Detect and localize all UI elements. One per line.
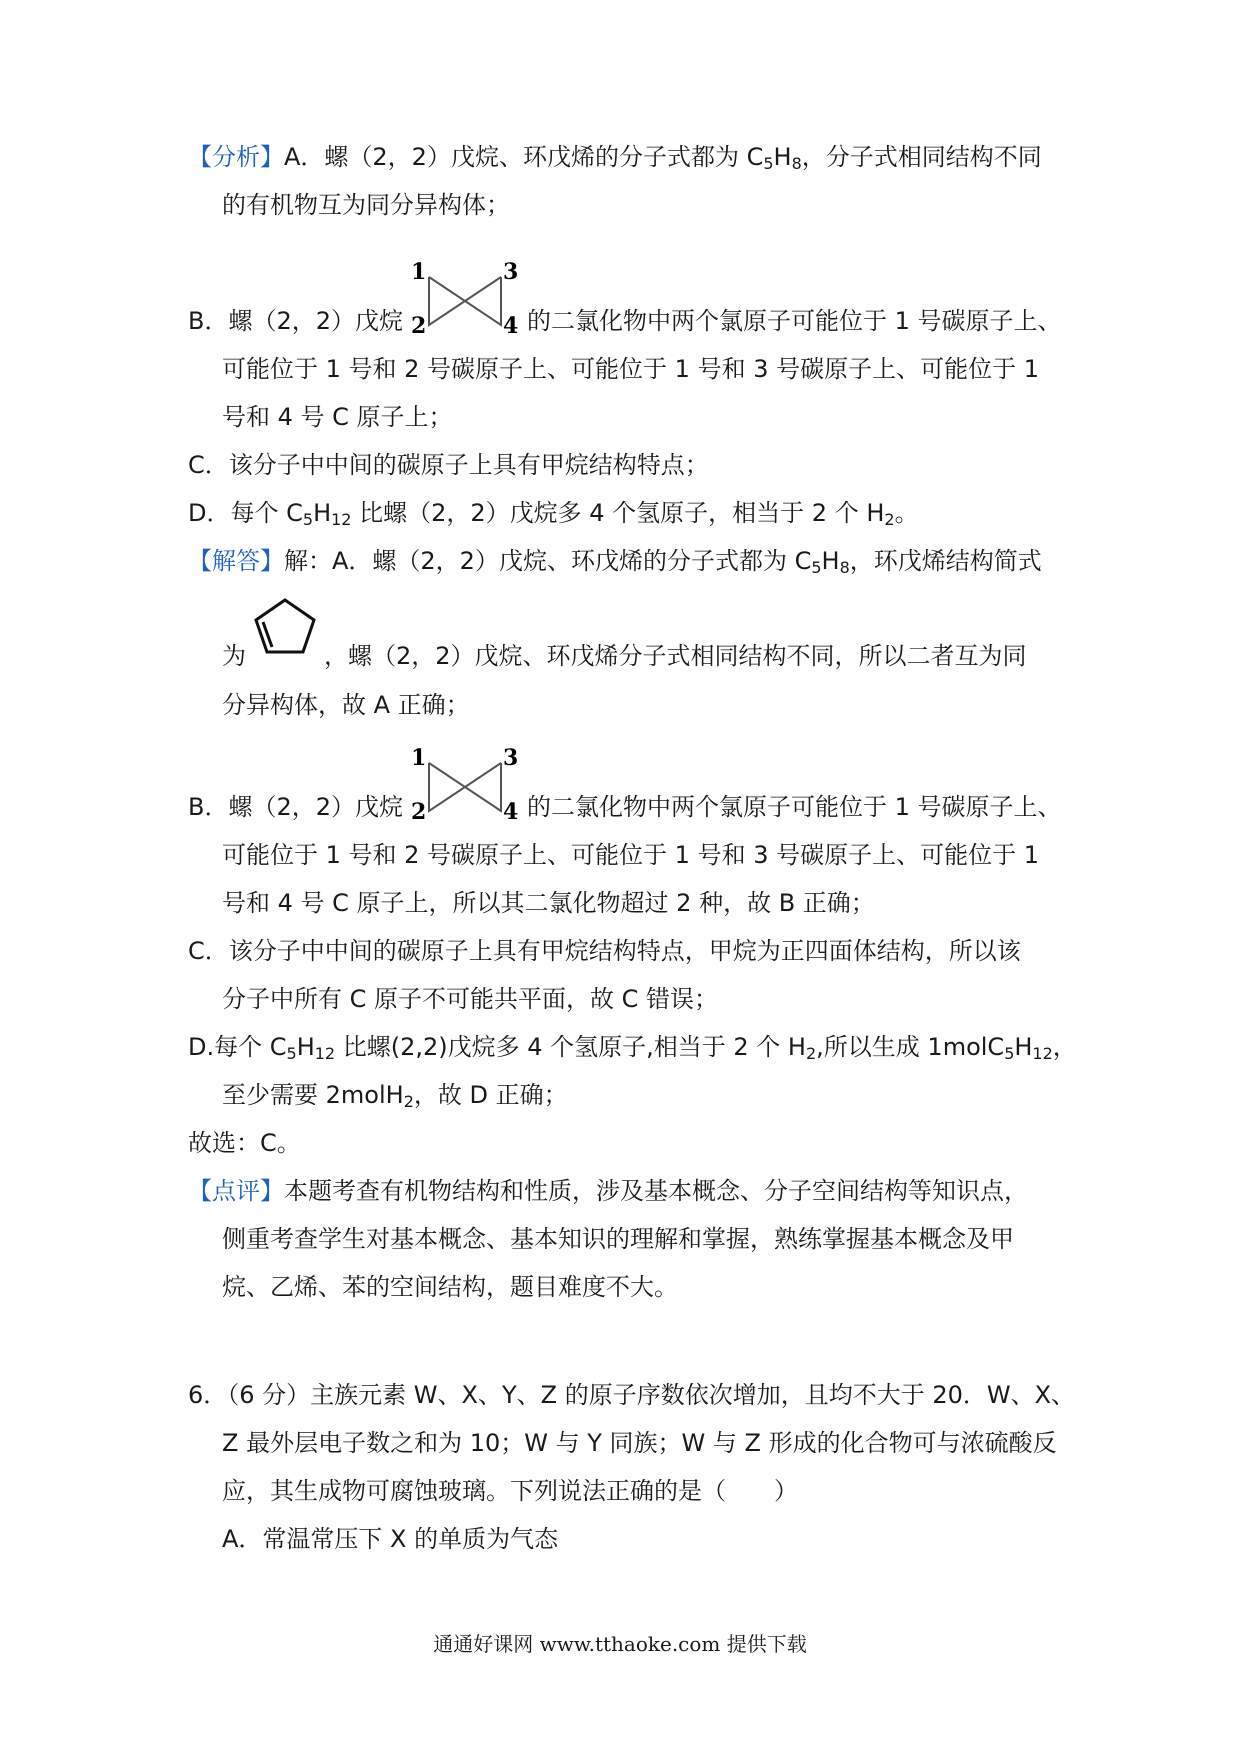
- page-footer: 通通好课网 www.tthaoke.com 提供下载: [433, 1632, 807, 1656]
- spiro-label-3: 3: [503, 745, 519, 771]
- analysis-tag: 【分析】: [188, 143, 284, 171]
- answer-line-d2: 至少需要 2molH$_2$，故 D 正确；: [222, 1081, 568, 1111]
- answer-line-b2: 可能位于 1 号和 2 号碳原子上、可能位于 1 号和 3 号碳原子上、可能位于 1: [222, 841, 1040, 869]
- spiro-label-4: 4: [503, 313, 519, 339]
- answer-line-c1: C．该分子中中间的碳原子上具有甲烷结构特点，甲烷为正四面体结构，所以该: [188, 937, 1021, 965]
- answer-line-3: 分异构体，故 A 正确；: [222, 691, 470, 719]
- analysis-line-2: 的有机物互为同分异构体；: [222, 191, 510, 219]
- answer-line-b: B．螺（2，2）戊烷 1 2 3 4 的二氯化物中两个氯原子可能位于 1 号碳原子上、: [188, 790, 1062, 827]
- spiro-label-1: 1: [411, 259, 427, 285]
- review-line-1: 【点评】本题考查有机物结构和性质，涉及基本概念、分子空间结构等知识点，: [188, 1177, 1028, 1205]
- spiropentane-structure-icon: [405, 739, 525, 827]
- analysis-line-b3: 号和 4 号 C 原子上；: [222, 403, 453, 431]
- spiro-label-4: 4: [503, 799, 519, 825]
- answer-line-b3: 号和 4 号 C 原子上，所以其二氯化物超过 2 种，故 B 正确；: [222, 889, 875, 917]
- spiro-label-2: 2: [411, 313, 427, 339]
- spiro-label-1: 1: [411, 745, 427, 771]
- answer-choice: 故选：C。: [188, 1129, 301, 1157]
- analysis-line-b: B．螺（2，2）戊烷 1 2 3 4 的二氯化物中两个氯原子可能位于 1 号碳原子上、: [188, 304, 1062, 341]
- answer-line-c2: 分子中所有 C 原子不可能共平面，故 C 错误；: [222, 985, 719, 1013]
- review-line-3: 烷、乙烯、苯的空间结构，题目难度不大。: [222, 1273, 678, 1301]
- cyclopentene-structure-icon: [250, 596, 320, 658]
- analysis-line-1: 【分析】A．螺（2，2）戊烷、环戊烯的分子式都为 $C_5H_8$，分子式相同结构不同: [188, 143, 1042, 173]
- question6-option-a: A．常温常压下 X 的单质为气态: [222, 1525, 559, 1553]
- analysis-line-d: D．每个 $C_5H_{12}$ 比螺（2，2）戊烷多 4 个氢原子，相当于 2 个 $H_2$。: [188, 499, 919, 529]
- review-tag: 【点评】: [188, 1177, 284, 1205]
- analysis-line-b2: 可能位于 1 号和 2 号碳原子上、可能位于 1 号和 3 号碳原子上、可能位于 1: [222, 355, 1040, 383]
- answer-line-1: 【解答】解：A．螺（2，2）戊烷、环戊烯的分子式都为 $C_5H_8$，环戊烯结构简式: [188, 547, 1042, 577]
- spiro-label-3: 3: [503, 259, 519, 285]
- analysis-line-c: C．该分子中中间的碳原子上具有甲烷结构特点；: [188, 451, 709, 479]
- answer-line-d1: D.每个 $C_5H_{12}$ 比螺(2,2)戊烷多 4 个氢原子,相当于 2 个 $H_2$,所以生成 $1molC_5H_{12}$，: [188, 1033, 1077, 1063]
- answer-tag: 【解答】: [188, 547, 284, 575]
- question6-line-3: 应，其生成物可腐蚀玻璃。下列说法正确的是（ ）: [222, 1477, 798, 1505]
- answer-line-2: 为 ，螺（2，2）戊烷、环戊烯分子式相同结构不同，所以二者互为同: [222, 636, 1027, 673]
- question6-line-1: 6．（6 分）主族元素 W、X、Y、Z 的原子序数依次增加，且均不大于 20．W、X、: [188, 1381, 1076, 1409]
- question6-line-2: Z 最外层电子数之和为 10；W 与 Y 同族；W 与 Z 形成的化合物可与浓硫酸反: [222, 1429, 1057, 1457]
- review-line-2: 侧重考查学生对基本概念、基本知识的理解和掌握，熟练掌握基本概念及甲: [222, 1225, 1014, 1253]
- spiro-label-2: 2: [411, 799, 427, 825]
- spiropentane-structure-icon: [405, 253, 525, 341]
